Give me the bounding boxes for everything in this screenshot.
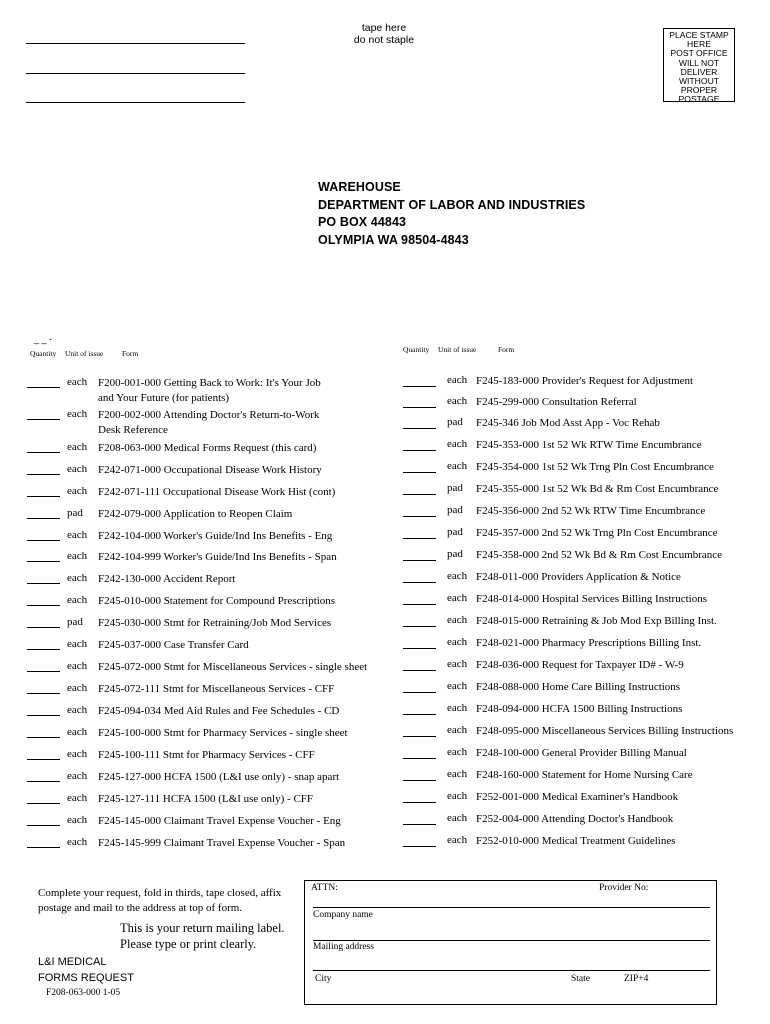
form-title: F245-127-111 HCFA 1500 (L&I use only) - CFF xyxy=(98,793,314,805)
stamp-text: POSTAGE xyxy=(678,94,720,105)
unit-of-issue: each xyxy=(67,704,88,716)
quantity-blank[interactable] xyxy=(403,824,436,825)
quantity-blank[interactable] xyxy=(27,759,60,760)
unit-of-issue: each xyxy=(67,814,88,826)
stamp-box xyxy=(663,28,735,105)
unit-of-issue: each xyxy=(447,768,468,780)
unit-of-issue: pad xyxy=(447,504,463,516)
unit-of-issue: each xyxy=(67,376,88,388)
form-title: F248-015-000 Retraining & Job Mod Exp Billing Inst. xyxy=(476,615,717,627)
quantity-blank[interactable] xyxy=(403,780,436,781)
label-note-line-1: This is your return mailing label. xyxy=(120,921,285,935)
quantity-blank[interactable] xyxy=(27,419,60,420)
stamp-text: HERE xyxy=(687,39,711,50)
form-title: F245-299-000 Consultation Referral xyxy=(476,396,637,408)
unit-of-issue: each xyxy=(67,550,88,562)
quantity-blank[interactable] xyxy=(403,472,436,473)
quantity-blank[interactable] xyxy=(403,714,436,715)
form-title: F245-072-111 Stmt for Miscellaneous Services - CFF xyxy=(98,683,335,695)
quantity-blank[interactable] xyxy=(27,518,60,519)
unit-of-issue: each xyxy=(67,594,88,606)
unit-of-issue: each xyxy=(447,724,468,736)
unit-of-issue: pad xyxy=(447,548,463,560)
unit-of-issue: each xyxy=(447,790,468,802)
form-title: F208-063-000 Medical Forms Request (this card) xyxy=(98,442,317,454)
form-title: F242-130-000 Accident Report xyxy=(98,573,236,585)
form-title: F245-037-000 Case Transfer Card xyxy=(98,639,249,651)
quantity-blank[interactable] xyxy=(403,428,436,429)
form-title-line-2: FORMS REQUEST xyxy=(38,971,134,984)
form-title: F200-002-000 Attending Doctor's Return-to-Work Desk Reference xyxy=(98,409,320,436)
attn-label: ATTN: xyxy=(311,883,338,893)
form-title: F248-014-000 Hospital Services Billing Instructions xyxy=(476,593,707,605)
unit-of-issue: each xyxy=(67,660,88,672)
unit-of-issue: each xyxy=(67,682,88,694)
form-title: F245-346 Job Mod Asst App - Voc Rehab xyxy=(476,417,660,429)
unit-of-issue: each xyxy=(447,834,468,846)
quantity-blank[interactable] xyxy=(403,670,436,671)
quantity-blank[interactable] xyxy=(403,386,436,387)
quantity-blank[interactable] xyxy=(27,847,60,848)
attn-field[interactable] xyxy=(313,907,710,908)
form-title: F245-354-000 1st 52 Wk Trng Pln Cost Encumbrance xyxy=(476,461,714,473)
form-title: F252-004-000 Attending Doctor's Handbook xyxy=(476,813,674,825)
quantity-blank[interactable] xyxy=(403,626,436,627)
unit-of-issue: each xyxy=(447,658,468,670)
quantity-blank[interactable] xyxy=(27,715,60,716)
stamp-text: DELIVER xyxy=(680,66,718,77)
form-title: F245-030-000 Stmt for Retraining/Job Mod Services xyxy=(98,617,332,629)
tape-note-line-2: do not staple xyxy=(353,34,415,46)
unit-of-issue: each xyxy=(67,463,88,475)
quantity-blank[interactable] xyxy=(403,538,436,539)
unit-of-issue: each xyxy=(447,746,468,758)
unit-of-issue: each xyxy=(67,638,88,650)
unit-of-issue: each xyxy=(447,592,468,604)
mailing-address xyxy=(318,179,585,249)
unit-of-issue: each xyxy=(447,702,468,714)
unit-of-issue: each xyxy=(67,441,88,453)
right-header-form: Form xyxy=(498,345,515,354)
unit-of-issue: pad xyxy=(447,526,463,538)
quantity-blank[interactable] xyxy=(27,781,60,782)
form-title-block xyxy=(38,955,134,986)
tape-note-line-1: tape here xyxy=(361,22,407,34)
form-title: F248-094-000 HCFA 1500 Billing Instructions xyxy=(476,703,683,715)
stamp-text: PROPER xyxy=(680,85,718,96)
form-title: F248-011-000 Providers Application & Notice xyxy=(476,571,681,583)
right-header-quantity: Quantity xyxy=(403,345,430,354)
unit-of-issue: pad xyxy=(447,482,463,494)
form-title: F245-357-000 2nd 52 Wk Trng Pln Cost Encumbrance xyxy=(476,527,718,539)
form-title: F245-355-000 1st 52 Wk Bd & Rm Cost Encumbrance xyxy=(476,483,719,495)
quantity-blank[interactable] xyxy=(403,450,436,451)
form-title: F248-160-000 Statement for Home Nursing Care xyxy=(476,769,693,781)
address-line-3: PO BOX 44843 xyxy=(318,215,407,229)
form-title: F245-356-000 2nd 52 Wk RTW Time Encumbrance xyxy=(476,505,706,517)
form-title: F252-001-000 Medical Examiner's Handbook xyxy=(476,791,679,803)
unit-of-issue: each xyxy=(67,408,88,420)
unit-of-issue: each xyxy=(67,748,88,760)
form-title: F242-071-111 Occupational Disease Work Hist (cont) xyxy=(98,486,336,498)
form-title: F242-104-000 Worker's Guide/Ind Ins Benefits - Eng xyxy=(98,530,333,542)
stamp-text: WITHOUT xyxy=(678,76,720,87)
unit-of-issue: each xyxy=(67,726,88,738)
form-title: F245-358-000 2nd 52 Wk Bd & Rm Cost Encumbrance xyxy=(476,549,723,561)
quantity-blank[interactable] xyxy=(403,604,436,605)
mailing-address-label: Mailing address xyxy=(313,942,374,952)
address-line-1: WAREHOUSE xyxy=(318,180,401,194)
quantity-blank[interactable] xyxy=(403,407,436,408)
quantity-blank[interactable] xyxy=(27,649,60,650)
provider-number-label: Provider No: xyxy=(599,883,649,893)
form-title: F252-010-000 Medical Treatment Guidelines xyxy=(476,835,676,847)
left-header-form: Form xyxy=(122,349,139,358)
tape-note xyxy=(330,22,438,46)
stamp-text: POST OFFICE xyxy=(670,48,728,59)
quantity-blank[interactable] xyxy=(27,583,60,584)
unit-of-issue: each xyxy=(447,812,468,824)
unit-of-issue: each xyxy=(67,770,88,782)
form-title: F200-001-000 Getting Back to Work: It's Your Job and Your Future (for patients) xyxy=(98,377,321,404)
return-address-line-2[interactable] xyxy=(26,73,245,74)
return-address-line-3[interactable] xyxy=(26,102,245,103)
quantity-blank[interactable] xyxy=(403,736,436,737)
form-title: F242-079-000 Application to Reopen Claim xyxy=(98,508,293,520)
quantity-blank[interactable] xyxy=(403,758,436,759)
form-title: F245-072-000 Stmt for Miscellaneous Services - single sheet xyxy=(98,661,368,673)
unit-of-issue: each xyxy=(67,836,88,848)
quantity-blank[interactable] xyxy=(403,582,436,583)
unit-of-issue: each xyxy=(67,529,88,541)
form-title: F242-104-999 Worker's Guide/Ind Ins Benefits - Span xyxy=(98,551,337,563)
dash-mark: _ _ - xyxy=(34,334,53,344)
address-line-4: OLYMPIA WA 98504-4843 xyxy=(318,232,469,247)
form-title: F245-127-000 HCFA 1500 (L&I use only) - snap apart xyxy=(98,771,340,783)
quantity-blank[interactable] xyxy=(27,561,60,562)
state-label: State xyxy=(571,974,590,984)
unit-of-issue: each xyxy=(447,438,468,450)
quantity-blank[interactable] xyxy=(403,692,436,693)
unit-of-issue: each xyxy=(447,374,468,386)
left-header-quantity: Quantity xyxy=(30,349,57,358)
form-title: F245-145-000 Claimant Travel Expense Voucher - Eng xyxy=(98,815,341,827)
company-name-field[interactable] xyxy=(313,940,710,941)
form-title: F245-100-000 Stmt for Pharmacy Services - single sheet xyxy=(98,727,348,739)
form-title: F248-036-000 Request for Taxpayer ID# - W-9 xyxy=(476,659,684,671)
unit-of-issue: pad xyxy=(447,416,463,428)
form-title: F245-353-000 1st 52 Wk RTW Time Encumbrance xyxy=(476,439,702,451)
unit-of-issue: each xyxy=(447,460,468,472)
company-name-label: Company name xyxy=(313,910,373,920)
quantity-blank[interactable] xyxy=(27,387,60,388)
city-label: City xyxy=(315,974,332,984)
form-title: F245-010-000 Statement for Compound Prescriptions xyxy=(98,595,336,607)
unit-of-issue: each xyxy=(67,485,88,497)
return-mailing-label xyxy=(304,880,717,1005)
quantity-blank[interactable] xyxy=(403,846,436,847)
quantity-blank[interactable] xyxy=(403,560,436,561)
quantity-blank[interactable] xyxy=(403,648,436,649)
unit-of-issue: each xyxy=(447,636,468,648)
left-header-unit: Unit of issue xyxy=(65,349,104,358)
stamp-text: WILL NOT xyxy=(678,57,720,68)
zip-label: ZIP+4 xyxy=(624,974,649,984)
quantity-blank[interactable] xyxy=(403,494,436,495)
unit-of-issue: pad xyxy=(67,616,83,628)
form-title: F245-145-999 Claimant Travel Expense Voucher - Span xyxy=(98,837,346,849)
mailing-address-field[interactable] xyxy=(313,970,710,971)
unit-of-issue: each xyxy=(447,395,468,407)
return-address-line-1[interactable] xyxy=(26,43,245,44)
quantity-blank[interactable] xyxy=(403,516,436,517)
unit-of-issue: each xyxy=(447,614,468,626)
quantity-blank[interactable] xyxy=(27,671,60,672)
address-line-2: DEPARTMENT OF LABOR AND INDUSTRIES xyxy=(318,197,586,212)
unit-of-issue: each xyxy=(67,792,88,804)
quantity-blank[interactable] xyxy=(27,496,60,497)
form-title: F245-100-111 Stmt for Pharmacy Services - CFF xyxy=(98,749,315,761)
stamp-text: PLACE STAMP xyxy=(669,30,729,40)
quantity-blank[interactable] xyxy=(27,540,60,541)
unit-of-issue: each xyxy=(67,572,88,584)
label-note-line-2: Please type or print clearly. xyxy=(120,936,257,951)
form-title: F248-021-000 Pharmacy Prescriptions Billing Inst. xyxy=(476,637,702,649)
quantity-blank[interactable] xyxy=(27,693,60,694)
unit-of-issue: pad xyxy=(67,507,83,519)
form-number: F208-063-000 1-05 xyxy=(46,988,121,998)
unit-of-issue: each xyxy=(447,570,468,582)
form-title: F242-071-000 Occupational Disease Work History xyxy=(98,464,322,476)
form-title: F245-094-034 Med Aid Rules and Fee Schedules - CD xyxy=(98,705,340,717)
unit-of-issue: each xyxy=(447,680,468,692)
quantity-blank[interactable] xyxy=(27,452,60,453)
quantity-blank[interactable] xyxy=(27,825,60,826)
quantity-blank[interactable] xyxy=(27,627,60,628)
right-header-unit: Unit of issue xyxy=(438,345,477,354)
form-title: F245-183-000 Provider's Request for Adjustment xyxy=(476,375,694,387)
quantity-blank[interactable] xyxy=(27,605,60,606)
return-label-note xyxy=(120,921,285,952)
mailing-instructions: Complete your request, fold in thirds, tape closed, affix postage and mail to the address at top of form. xyxy=(38,887,282,914)
quantity-blank[interactable] xyxy=(27,803,60,804)
quantity-blank[interactable] xyxy=(27,474,60,475)
form-title: F248-100-000 General Provider Billing Manual xyxy=(476,747,687,759)
form-title-line-1: L&I MEDICAL xyxy=(38,956,107,968)
quantity-blank[interactable] xyxy=(27,737,60,738)
form-title: F248-088-000 Home Care Billing Instructions xyxy=(476,681,681,693)
quantity-blank[interactable] xyxy=(403,802,436,803)
form-title: F248-095-000 Miscellaneous Services Billing Instructions xyxy=(476,725,734,737)
